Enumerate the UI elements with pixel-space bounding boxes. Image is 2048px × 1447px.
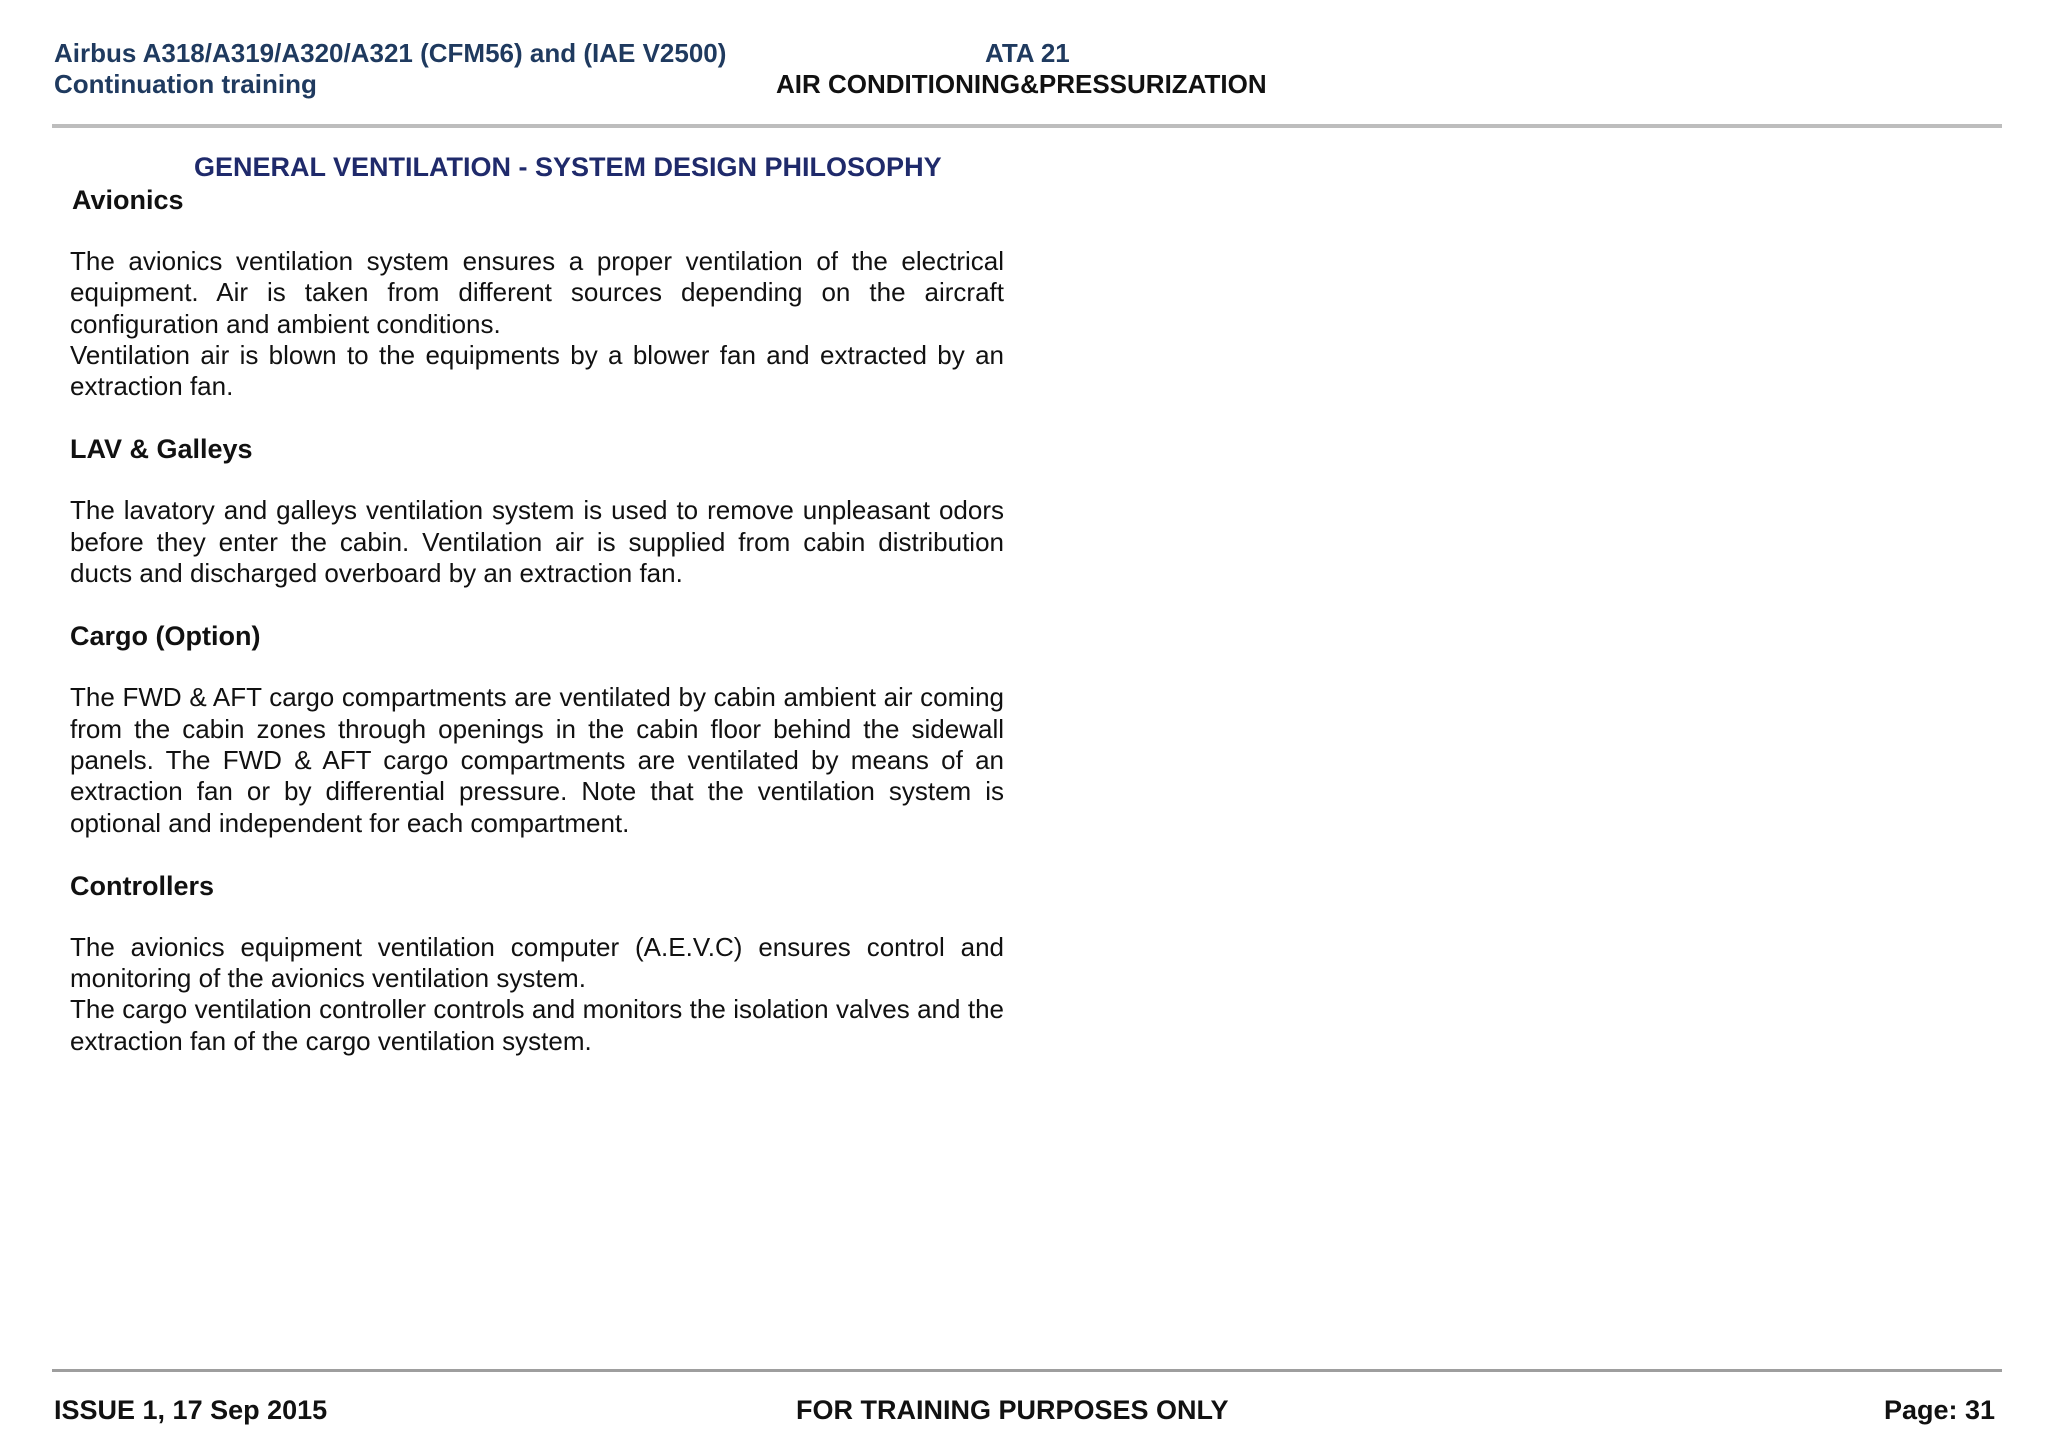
- issue-date: ISSUE 1, 17 Sep 2015: [54, 1395, 328, 1425]
- section-title: GENERAL VENTILATION - SYSTEM DESIGN PHILOSOPHY: [194, 152, 942, 182]
- paragraph-avionics-2: Ventilation air is blown to the equipments by a blower fan and extracted by an extraction fan.: [70, 339, 1004, 402]
- paragraph-cargo-1: The FWD & AFT cargo compartments are ventilated by cabin ambient air coming from the cabin zones through openings in the cabin floor behind the sidewall panels. The FWD & AFT cargo compartments are ventilated by means of an extraction fan or by differential pressure. Note that the ventilation system is optional and independent for each compartment.: [70, 682, 1004, 838]
- page-content: [70, 150, 1004, 1057]
- subsection-heading-cargo: Cargo (Option): [70, 621, 261, 652]
- footer-divider: [52, 1369, 2002, 1372]
- ata-chapter-title: AIR CONDITIONING&PRESSURIZATION: [776, 69, 1267, 99]
- document-subtitle: Continuation training: [54, 69, 317, 99]
- document-title: Airbus A318/A319/A320/A321 (CFM56) and (IAE V2500): [54, 38, 727, 68]
- subsection-heading-avionics: Avionics: [72, 185, 184, 215]
- page-number: Page: 31: [1883, 1395, 1995, 1425]
- training-notice: FOR TRAINING PURPOSES ONLY: [796, 1395, 1229, 1425]
- paragraph-controllers-2: The cargo ventilation controller controls and monitors the isolation valves and the extraction fan of the cargo ventilation system.: [70, 994, 1004, 1056]
- paragraph-avionics-1: The avionics ventilation system ensures a proper ventilation of the electrical equipment. Air is taken from different sources depending on the aircraft configuration and ambient conditions.: [70, 246, 1004, 339]
- subsection-heading-controllers: Controllers: [70, 870, 215, 901]
- ata-chapter-code: ATA 21: [985, 38, 1070, 68]
- subsection-heading-lav-galleys: LAV & Galleys: [70, 434, 253, 465]
- paragraph-controllers-1: The avionics equipment ventilation computer (A.E.V.C) ensures control and monitoring of the avionics ventilation system.: [70, 931, 1004, 994]
- paragraph-lav-galleys-1: The lavatory and galleys ventilation system is used to remove unpleasant odors before they enter the cabin. Ventilation air is supplied from cabin distribution ducts and discharged overboard by an extraction fan.: [70, 495, 1004, 589]
- header-divider: [52, 124, 2002, 128]
